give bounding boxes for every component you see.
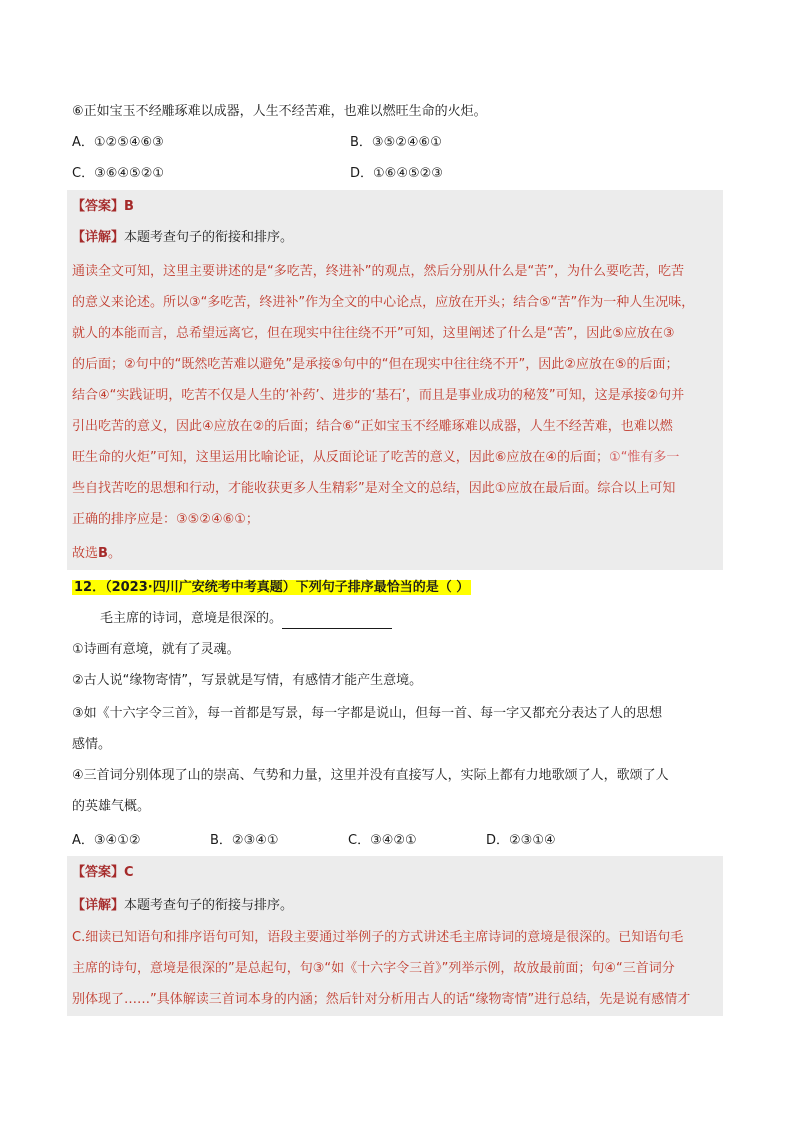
q12-option-d: D．②③①④ [486, 833, 556, 848]
q11-answer [72, 197, 134, 217]
q11-explanation-line: 的后面；②句中的“既然吃苦难以避免”是承接⑤句中的“但在现实中往往绕不开”，因此②应放在⑤的后面； [72, 357, 679, 372]
q11-option-c: C．③⑥④⑤②① [72, 166, 165, 181]
q11-sentence-6: ⑥正如宝玉不经雕琢难以成器，人生不经苦难，也难以燃旺生命的火炬。 [72, 104, 487, 119]
q11-option-b: B．③⑤②④⑥① [350, 135, 442, 150]
q12-option-a: A．③④①② [72, 833, 141, 848]
detail-label: 【详解】 [72, 898, 125, 913]
q11-option-d: D．①⑥④⑤②③ [350, 166, 443, 181]
q11-explanation-line: 就人的本能而言，总希望远离它，但在现实中往往绕不开”可知，这里阐述了什么是“苦”，因此⑤应放在③ [72, 326, 675, 341]
q11-explanation-line: 的意义来论述。所以③“多吃苦，终进补”作为全文的中心论点，应放在开头；结合⑤“苦”作为一种人生况味， [72, 295, 695, 310]
q12-answer [72, 863, 134, 883]
answer-value: B [124, 199, 134, 214]
choose-text: 故选 [72, 546, 99, 561]
choose-end: 。 [107, 546, 121, 561]
q12-sentence-4: ④三首词分别体现了山的崇高、气势和力量，这里并没有直接写人，实际上都有力地歌颂了人，歌颂了人 [72, 768, 669, 783]
q11-explanation-part: 旺生命的火炬”可知，这里运用比喻论证，从反面论证了吃苦的意义，因此⑥应放在④的后面； [72, 450, 610, 465]
q12-option-b: B．②③④① [210, 833, 279, 848]
answer-blank [282, 614, 392, 629]
q12-stem-text: 毛主席的诗词，意境是很深的。 [100, 611, 283, 626]
q12-explanation-line: 主席的诗句，意境是很深的”是总起句，句③“如《十六字令三首》”列举示例，故放最前面；句④“三首词分 [72, 961, 675, 976]
q12-sentence-3-cont: 感情。 [72, 737, 112, 752]
q12-sentence-1: ①诗画有意境，就有了灵魂。 [72, 642, 240, 657]
q11-choose [72, 544, 121, 564]
q11-detail [72, 228, 293, 248]
q11-explanation-line: 结合④“实践证明，吃苦不仅是人生的‘补药’、进步的‘基石’，而且是事业成功的秘笈”可知，这是承接②句并 [72, 388, 685, 403]
q12-option-c: C．③④②① [348, 833, 417, 848]
q12-sentence-3: ③如《十六字令三首》，每一首都是写景，每一字都是说山，但每一首、每一字又都充分表达了人的思想 [72, 706, 663, 721]
detail-label: 【详解】 [72, 230, 125, 245]
q11-explanation-line [72, 448, 679, 468]
q11-explanation-line: 些自找苦吃的思想和行动，才能收获更多人生精彩”是对全文的总结，因此①应放在最后面。综合以上可知 [72, 481, 676, 496]
q12-detail [72, 896, 293, 916]
q12-title-text: 12．（2023·四川广安统考中考真题）下列句子排序最恰当的是（ ） [74, 580, 470, 595]
detail-intro: 本题考查句子的衔接和排序。 [124, 230, 294, 245]
q11-explanation-line: 正确的排序应是：③⑤②④⑥①； [72, 512, 259, 527]
q12-explanation-line: 别体现了……”具体解读三首词本身的内涵；然后针对分析用古人的话“缘物寄情”进行总结，先是说有感情才 [72, 992, 691, 1007]
q11-option-a: A．①②⑤④⑥③ [72, 135, 164, 150]
q11-explanation-line: 通读全文可知，这里主要讲述的是“多吃苦，终进补”的观点，然后分别从什么是“苦”，为什么要吃苦，吃苦 [72, 264, 684, 279]
answer-label: 【答案】 [72, 865, 125, 880]
detail-intro: 本题考查句子的衔接与排序。 [124, 898, 294, 913]
q12-sentence-4-cont: 的英雄气概。 [72, 799, 151, 814]
answer-label: 【答案】 [72, 199, 125, 214]
q12-sentence-2: ②古人说“缘物寄情”，写景就是写情，有感情才能产生意境。 [72, 673, 423, 688]
choose-value: B [98, 546, 108, 561]
answer-value: C [124, 865, 134, 880]
q12-stem [100, 609, 392, 629]
q11-explanation-line: 引出吃苦的意义，因此④应放在②的后面；结合⑥“正如宝玉不经雕琢难以成器，人生不经苦难，也难以燃 [72, 419, 673, 434]
q12-title [72, 578, 471, 598]
q11-explanation-part: ①“惟有多一 [609, 450, 680, 465]
q12-explanation-line: C.细读已知语句和排序语句可知，语段主要通过举例子的方式讲述毛主席诗词的意境是很深的。已知语句毛 [72, 930, 684, 945]
